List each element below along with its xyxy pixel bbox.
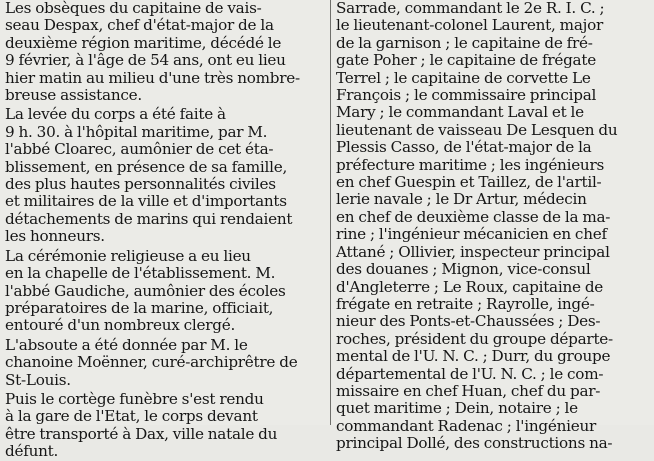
text-line: frégate en retraite ; Rayrolle, ingé- (336, 294, 595, 313)
text-line: Plessis Casso, de l'état-major de la (336, 138, 592, 157)
text-line: La levée du corps a été faite à (5, 105, 226, 124)
paragraph (5, 391, 325, 461)
text-line: rine ; l'ingénieur mécanicien en chef (336, 225, 607, 244)
text-line: à la gare de l'Etat, le corps devant (5, 407, 258, 426)
text-line: missaire en chef Huan, chef du par- (336, 381, 601, 400)
text-line: gate Poher ; le capitaine de frégate (336, 51, 596, 70)
text-line: lieutenant de vaisseau De Lesquen du (336, 120, 618, 139)
text-line: seau Despax, chef d'état-major de la (5, 16, 274, 35)
text-line: et militaires de la ville et d'importants (5, 192, 287, 211)
text-line: Attané ; Ollivier, inspecteur principal (336, 242, 610, 261)
text-line: Sarrade, commandant le 2e R. I. C. ; (336, 0, 605, 17)
paragraph (5, 106, 325, 245)
text-line: en chef Guespin et Taillez, de l'artil- (336, 173, 602, 192)
text-line: Terrel ; le capitaine de corvette Le (336, 68, 591, 87)
text-line: détachements de marins qui rendaient (5, 209, 293, 228)
text-line: d'Angleterre ; Le Roux, capitaine de (336, 277, 604, 296)
column-divider (330, 0, 331, 425)
text-line: hier matin au milieu d'une très nombre- (5, 68, 300, 87)
paragraph (5, 248, 325, 335)
text-line: départemental de l'U. N. C. ; le com- (336, 364, 604, 383)
text-line: chanoine Moënner, curé-archiprêtre de (5, 353, 298, 372)
text-line: blissement, en présence de sa famille, (5, 157, 288, 176)
text-line: quet maritime ; Dein, notaire ; le (336, 399, 578, 418)
text-line: lerie navale ; le Dr Artur, médecin (336, 190, 587, 209)
text-line: roches, président du groupe départe- (336, 329, 613, 348)
left-column-text (5, 0, 325, 461)
text-line: des plus hautes personnalités civiles (5, 175, 276, 194)
text-line: le lieutenant-colonel Laurent, major (336, 16, 603, 35)
text-line: deuxième région maritime, décédé le (5, 33, 282, 52)
text-line: en la chapelle de l'établissement. M. (5, 264, 276, 283)
paragraph (5, 337, 325, 389)
left-column (5, 0, 325, 461)
text-line: mental de l'U. N. C. ; Durr, du groupe (336, 347, 611, 366)
text-line: François ; le commissaire principal (336, 86, 597, 105)
text-line: des douanes ; Mignon, vice-consul (336, 260, 591, 279)
text-line: défunt. (5, 442, 59, 461)
text-line: L'absoute a été donnée par M. le (5, 335, 248, 354)
text-line: de la garnison ; le capitaine de fré- (336, 33, 593, 52)
text-line: l'abbé Gaudiche, aumônier des écoles (5, 281, 286, 300)
right-column (336, 0, 652, 453)
text-line: être transporté à Dax, ville natale du (5, 424, 278, 443)
text-line: 9 février, à l'âge de 54 ans, ont eu lieu (5, 51, 286, 70)
text-line: La cérémonie religieuse a eu lieu (5, 246, 251, 265)
text-line: en chef de deuxième classe de la ma- (336, 207, 611, 226)
text-line: préparatoires de la marine, officiait, (5, 298, 274, 317)
text-line: commandant Radenac ; l'ingénieur (336, 416, 596, 435)
text-line: Mary ; le commandant Laval et le (336, 103, 584, 122)
text-line: breuse assistance. (5, 86, 142, 105)
text-line: St-Louis. (5, 370, 71, 389)
paragraph (5, 0, 325, 104)
paragraph (336, 0, 652, 453)
text-line: nieur des Ponts-et-Chaussées ; Des- (336, 312, 601, 331)
text-line: Les obsèques du capitaine de vais- (5, 0, 262, 17)
right-column-text (336, 0, 652, 453)
text-line: entouré d'un nombreux clergé. (5, 316, 236, 335)
text-line: principal Dollé, des constructions na- (336, 434, 613, 453)
text-line: 9 h. 30. à l'hôpital maritime, par M. (5, 122, 268, 141)
text-line: les honneurs. (5, 227, 105, 246)
text-line: Puis le cortège funèbre s'est rendu (5, 389, 264, 408)
text-line: l'abbé Cloarec, aumônier de cet éta- (5, 140, 274, 159)
text-line: préfecture maritime ; les ingénieurs (336, 155, 605, 174)
